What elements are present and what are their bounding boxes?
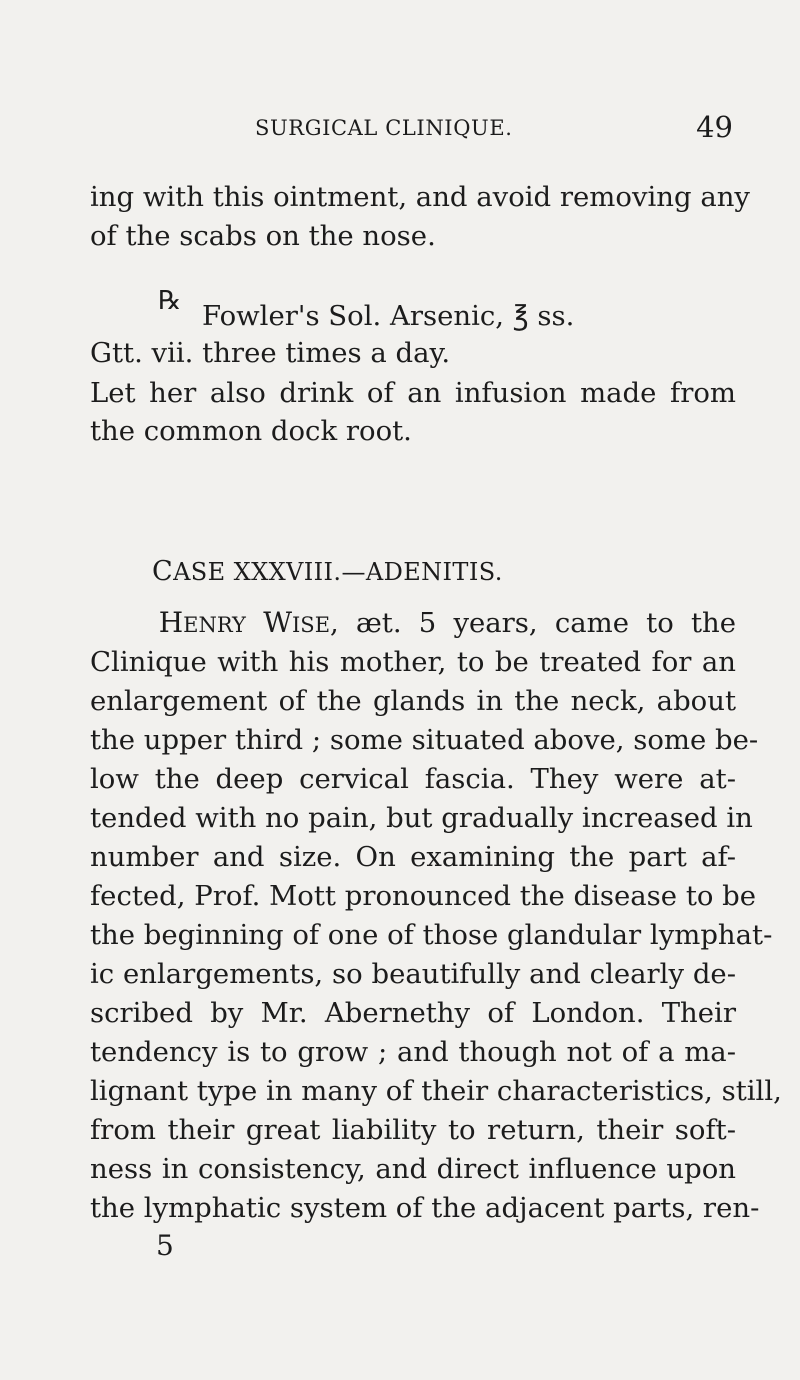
text-line: Clinique with his mother, to be treated for an — [90, 646, 736, 678]
case-heading-smallcaps: ASE — [173, 558, 226, 586]
text-line: scribed by Mr. Abernethy of London. Their — [90, 997, 736, 1029]
text-line: enlargement of the glands in the neck, about — [90, 685, 736, 717]
text-line: low the deep cervical fascia. They were at- — [90, 763, 736, 795]
name-smallcaps: ENRY — [183, 613, 246, 637]
text-line: the common dock root. — [90, 415, 412, 447]
text-line: ness in consistency, and direct influence upon — [90, 1153, 736, 1185]
patient-name — [90, 607, 330, 639]
text-fragment: , æt. 5 years, came to the — [330, 607, 736, 639]
text-line: lignant type in many of their characteristics, still, — [90, 1075, 782, 1107]
name-smallcaps: ISE — [292, 613, 331, 637]
page-header — [255, 110, 735, 149]
prescription-line: Fowler's Sol. Arsenic, ℥ ss. — [202, 300, 575, 332]
text-line: the lymphatic system of the adjacent parts, ren- — [90, 1192, 760, 1224]
name-initial: H — [158, 606, 184, 639]
name-initial: W — [245, 606, 293, 639]
text-line: number and size. On examining the part af- — [90, 841, 736, 873]
text-line — [90, 606, 736, 642]
text-line: of the scabs on the nose. — [90, 220, 436, 252]
text-line: ing with this ointment, and avoid removing any — [90, 181, 750, 213]
running-head: SURGICAL CLINIQUE. — [255, 116, 513, 140]
text-line: the upper third ; some situated above, some be- — [90, 724, 759, 756]
text-line: the beginning of one of those glandular lymphat- — [90, 919, 773, 951]
text-line: Let her also drink of an infusion made from — [90, 377, 736, 409]
case-heading-initial: C — [152, 556, 174, 587]
text-line: ic enlargements, so beautifully and clearly de- — [90, 958, 736, 990]
text-line: from their great liability to return, their soft- — [90, 1114, 736, 1146]
signature-mark: 5 — [156, 1229, 174, 1262]
text-line: tended with no pain, but gradually increased in — [90, 802, 753, 834]
page-number: 49 — [696, 110, 733, 144]
case-heading-title: XXXVIII.—ADENITIS. — [225, 558, 503, 586]
text-line: tendency is to grow ; and though not of a ma- — [90, 1036, 736, 1068]
recipe-symbol: ℞ — [158, 286, 182, 316]
text-line: fected, Prof. Mott pronounced the disease to be — [90, 880, 757, 912]
prescription-line: Gtt. vii. three times a day. — [90, 337, 451, 369]
case-heading — [152, 556, 503, 588]
